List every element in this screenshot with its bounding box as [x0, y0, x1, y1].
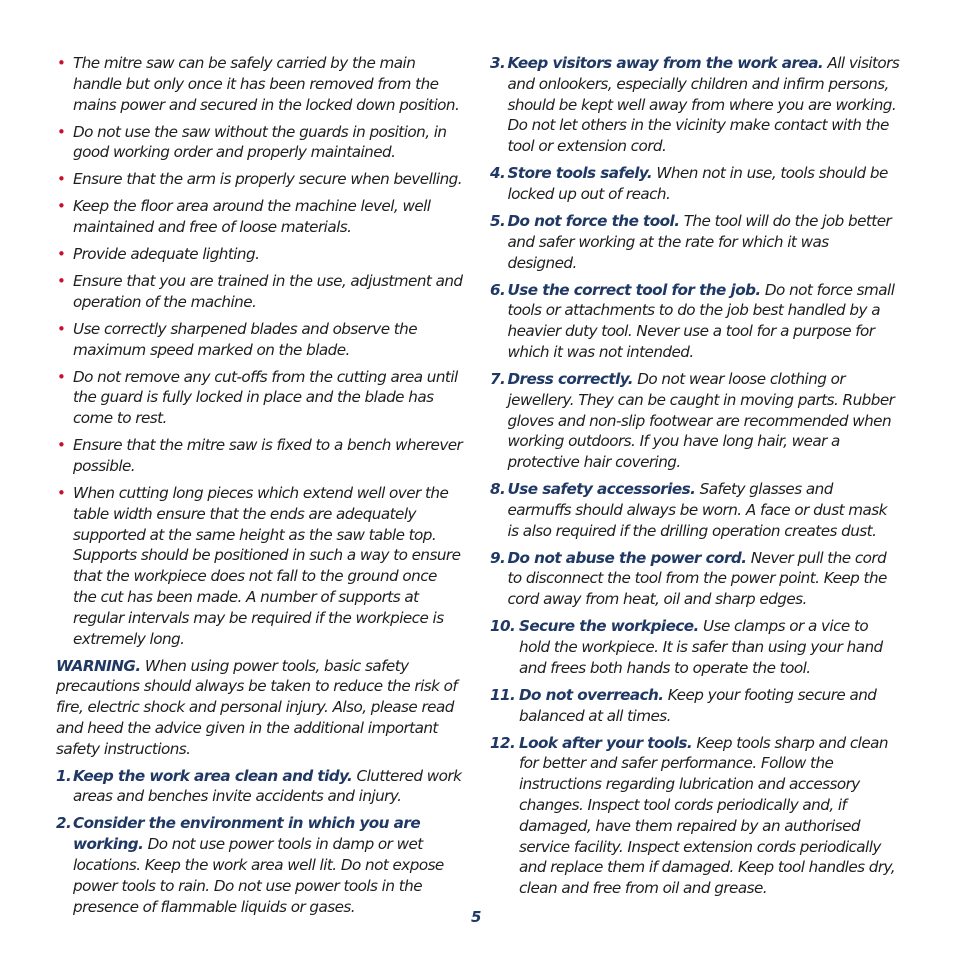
warning-text: When using power tools, basic safety precautions should always be taken to reduce the risk of fire, electric shock and personal injury. Also, please read and heed the advice given in the additional important safety instructions. [56, 656, 458, 758]
bullet-text: Ensure that the arm is properly secure when bevelling. [73, 170, 463, 189]
instruction-number: 11. [490, 685, 516, 704]
bullet-text: Provide adequate lighting. [73, 245, 260, 264]
bullet-marker: • [57, 484, 66, 503]
instruction-item [490, 163, 900, 205]
bullet-text: The mitre saw can be safely carried by the main handle but only once it has been removed from the mains power and secured in the locked down position. [73, 54, 460, 114]
bullet-item [56, 196, 464, 238]
bullet-marker: • [57, 245, 66, 264]
instruction-number: 5. [490, 211, 506, 230]
instruction-item [490, 211, 900, 273]
instruction-number: 4. [490, 164, 506, 183]
instruction-body: Keep your footing secure and balanced at all times. [519, 685, 877, 725]
instruction-number: 6. [490, 280, 506, 299]
instruction-item [490, 616, 900, 678]
bullet-marker: • [57, 272, 66, 291]
instruction-item [490, 479, 900, 541]
instruction-number: 9. [490, 548, 506, 567]
warning-label: WARNING. [56, 656, 141, 675]
instruction-number: 7. [490, 369, 506, 388]
bullet-text: Do not use the saw without the guards in position, in good working order and properly maintained. [73, 122, 447, 162]
instruction-heading: Use the correct tool for the job. [507, 280, 761, 299]
instruction-number: 8. [490, 480, 506, 499]
bullet-text: Keep the floor area around the machine level, well maintained and free of loose materials. [73, 197, 431, 237]
instruction-heading: Use safety accessories. [507, 480, 696, 499]
instruction-item [490, 369, 900, 473]
bullet-marker: • [57, 319, 66, 338]
instruction-heading: Keep the work area clean and tidy. [73, 766, 353, 785]
instruction-item [56, 766, 464, 808]
instruction-heading: Dress correctly. [507, 369, 633, 388]
instruction-body: Safety glasses and earmuffs should always be worn. A face or dust mask is also required if the drilling operation creates dust. [507, 480, 887, 540]
instruction-number: 10. [490, 617, 516, 636]
bullet-marker: • [57, 170, 66, 189]
instruction-body: All visitors and onlookers, especially children and infirm persons, should be kept well away from where you are working. Do not let others in the vicinity make contact with the tool or extension cord. [507, 54, 900, 156]
instruction-heading: Store tools safely. [507, 164, 653, 183]
instruction-number: 3. [490, 54, 506, 72]
instruction-heading: Keep visitors away from the work area. [507, 54, 824, 72]
bullet-item [56, 169, 464, 190]
bullet-item [56, 271, 464, 313]
instruction-item [56, 813, 464, 917]
bullet-marker: • [57, 197, 66, 216]
warning-paragraph [56, 656, 464, 760]
instruction-list-right [490, 53, 900, 899]
instruction-item [490, 733, 900, 899]
instruction-item [490, 280, 900, 363]
bullet-item [56, 319, 464, 361]
safety-bullet-list [56, 53, 464, 649]
bullet-item [56, 483, 464, 649]
instruction-body: Cluttered work areas and benches invite accidents and injury. [73, 766, 462, 806]
bullet-item [56, 244, 464, 265]
bullet-item [56, 122, 464, 164]
instruction-heading: Do not overreach. [519, 685, 664, 704]
instruction-heading: Consider the environment in which you are working. [73, 814, 421, 854]
instruction-item [490, 548, 900, 610]
bullet-marker: • [57, 122, 66, 141]
bullet-marker: • [57, 54, 66, 72]
bullet-marker: • [57, 436, 66, 455]
bullet-text: Ensure that the mitre saw is fixed to a bench wherever possible. [73, 436, 463, 476]
instruction-body: Keep tools sharp and clean for better and safer performance. Follow the instructions regarding lubrication and accessory changes. Inspect tool cords periodically and, if damaged, have them repaired by an authorised service facility. Inspect extension cords periodically and replace them if damaged. Keep tool handles dry, clean and free from oil and grease. [519, 733, 896, 898]
bullet-item [56, 435, 464, 477]
instruction-list-left [56, 766, 464, 918]
instruction-item [490, 685, 900, 727]
instruction-heading: Secure the workpiece. [519, 617, 699, 636]
instruction-body: Do not wear loose clothing or jewellery. They can be caught in moving parts. Rubber gloves and non-slip footwear are recommended when working outdoors. If you have long hair, wear a protective hair covering. [507, 369, 895, 472]
right-column [490, 53, 900, 905]
instruction-heading: Do not force the tool. [507, 211, 680, 230]
instruction-number: 2. [56, 814, 72, 833]
instruction-heading: Do not abuse the power cord. [507, 548, 747, 567]
bullet-text: Use correctly sharpened blades and observe the maximum speed marked on the blade. [73, 319, 418, 359]
bullet-marker: • [57, 367, 66, 386]
instruction-body: Do not use power tools in damp or wet locations. Keep the work area well lit. Do not expose power tools to rain. Do not use power tools in the presence of flammable liquids or gases. [73, 835, 444, 916]
instruction-item [490, 53, 900, 157]
instruction-number: 1. [56, 766, 72, 785]
bullet-item [56, 53, 464, 115]
bullet-text: Do not remove any cut-offs from the cutting area until the guard is fully locked in place and the blade has come to rest. [73, 367, 458, 428]
instruction-body: The tool will do the job better and safer working at the rate for which it was designed. [507, 211, 892, 272]
instruction-number: 12. [490, 733, 516, 752]
bullet-text: When cutting long pieces which extend well over the table width ensure that the ends are adequately supported at the same height as the saw table top. Supports should be positioned in such a way to ensure that the workpiece does not fall to the ground once the cut has been made. A number of supports at regular intervals may be required if the workpiece is extremely long. [73, 484, 461, 648]
bullet-text: Ensure that you are trained in the use, adjustment and operation of the machine. [73, 272, 463, 311]
page-number: 5 [471, 908, 482, 926]
instruction-body: Never pull the cord to disconnect the tool from the power point. Keep the cord away from heat, oil and sharp edges. [507, 548, 887, 609]
instruction-body: Use clamps or a vice to hold the workpiece. It is safer than using your hand and frees both hands to operate the tool. [519, 617, 883, 677]
bullet-item [56, 367, 464, 429]
instruction-body: Do not force small tools or attachments to do the job best handled by a heavier duty tool. Never use a tool for a purpose for which it was not intended. [507, 280, 895, 361]
instruction-body: When not in use, tools should be locked up out of reach. [507, 164, 888, 203]
instruction-heading: Look after your tools. [519, 733, 693, 752]
left-column [56, 53, 464, 924]
